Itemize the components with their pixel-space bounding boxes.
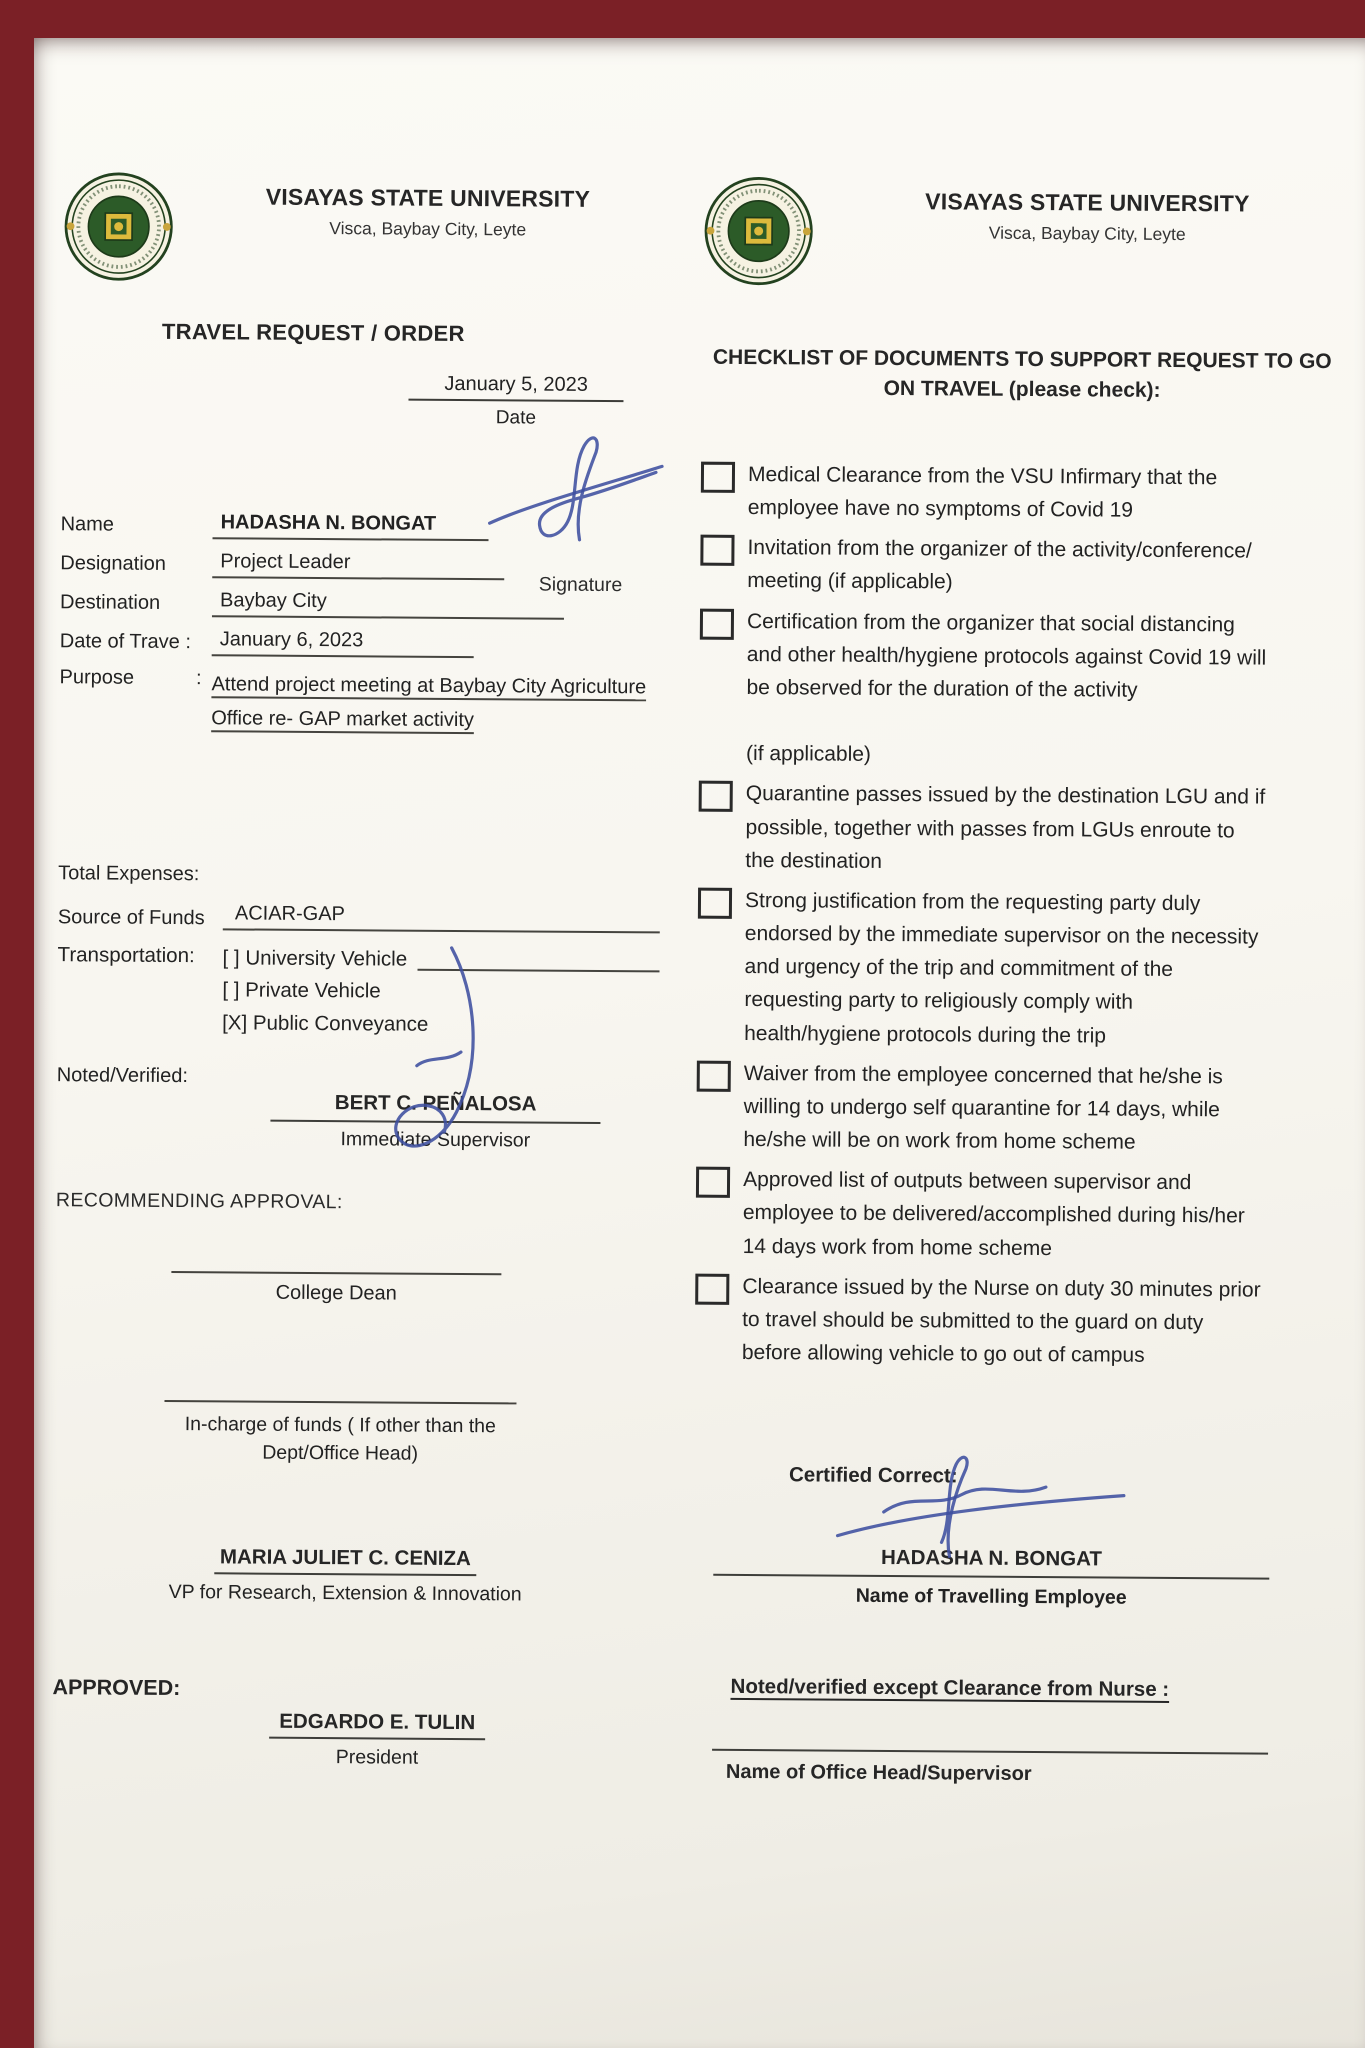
source-of-funds-value: ACIAR-GAP <box>223 902 660 933</box>
checklist-item <box>696 1163 1338 1267</box>
checklist-item <box>698 777 1340 881</box>
left-letterhead-text <box>191 169 666 241</box>
form-title: TRAVEL REQUEST / ORDER <box>161 318 465 347</box>
option-university-vehicle-text: [ ] University Vehicle <box>222 946 408 971</box>
travelling-employee-caption: Name of Travelling Employee <box>855 1585 1127 1610</box>
field-label-designation: Designation <box>60 552 167 575</box>
college-dean-label: College Dean <box>275 1281 397 1305</box>
president-name: EDGARDO E. TULIN <box>269 1709 485 1740</box>
field-value-designation: Project Leader <box>212 550 504 580</box>
right-letterhead <box>702 173 1344 291</box>
source-of-funds-label: Source of Funds <box>57 906 205 930</box>
field-value-travel-date: January 6, 2023 <box>212 628 474 658</box>
checklist-item-text: Clearance issued by the Nurse on duty 30 minutes prior to travel should be submitted to the guard on duty before allowing vehicle to go out of campus <box>741 1274 1261 1367</box>
university-name: VISAYAS STATE UNIVERSITY <box>265 183 591 212</box>
purpose-label-text: Purpose <box>59 666 135 689</box>
president-title: President <box>335 1745 419 1769</box>
total-expenses-label: Total Expenses: <box>58 862 200 886</box>
checkbox-icon <box>699 781 733 812</box>
paper-sheet <box>34 38 1365 2048</box>
office-head-block <box>712 1749 1268 1788</box>
field-row-name <box>61 510 663 542</box>
source-of-funds-row <box>58 901 660 933</box>
checklist-item-text: Strong justification from the requesting party duly endorsed by the immediate supervisor on the necessity and urgency of the trip and commitment of the requesting party to religiously comply with health/hygiene protocols during the trip <box>744 888 1259 1048</box>
office-head-label: Name of Office Head/Supervisor <box>725 1761 1032 1786</box>
option-private-vehicle <box>222 975 659 1010</box>
checklist-item-text: Waiver from the employee concerned that he/she is willing to undergo self quarantine for 14 days, while he/she will be on work from home scheme <box>743 1061 1223 1154</box>
option-university-vehicle <box>222 942 659 977</box>
signature-rule <box>164 1400 516 1404</box>
incharge-of-funds-label: In-charge of funds ( If other than the Dept/Office Head) <box>184 1413 496 1466</box>
supervisor-name: BERT C. PEÑALOSA <box>271 1091 601 1124</box>
option-public-conveyance <box>222 1007 659 1042</box>
checklist-item-text: Certification from the organizer that social distancing and other health/hygiene protocols against Covid 19 will be observed for the duration of the activity (if applicable) <box>746 609 1267 767</box>
signature-rule <box>171 1271 501 1275</box>
purpose-colon: : <box>195 667 202 690</box>
field-label-travel-date: Date of Trave : <box>59 630 192 654</box>
college-dean-block <box>171 1271 501 1306</box>
checkbox-icon <box>695 1273 729 1304</box>
university-address: Visca, Baybay City, Leyte <box>988 222 1186 245</box>
supervisor-signature-block <box>270 1091 600 1153</box>
checklist-item-text: Approved list of outputs between supervisor and employee to be delivered/accomplished during his/her 14 days work from home scheme <box>742 1168 1245 1260</box>
date-value: January 5, 2023 <box>409 373 624 403</box>
right-letterhead-text <box>831 174 1344 247</box>
field-value-purpose: Attend project meeting at Baybay City Agriculture Office re- GAP market activity <box>211 673 647 732</box>
checkbox-icon <box>700 608 734 639</box>
vsu-seal-logo <box>702 175 815 288</box>
checklist-title: CHECKLIST OF DOCUMENTS TO SUPPORT REQUEST TO GO ON TRAVEL (please check): <box>712 345 1332 403</box>
date-label: Date <box>495 407 537 429</box>
left-letterhead <box>62 168 665 286</box>
travelling-employee-block <box>713 1545 1269 1580</box>
vp-title: VP for Research, Extension & Innovation <box>168 1580 522 1606</box>
field-label-name: Name <box>60 513 115 536</box>
option-private-vehicle-text: [ ] Private Vehicle <box>222 978 381 1003</box>
transportation-label: Transportation: <box>57 943 195 968</box>
blank-rule <box>417 969 659 973</box>
option-public-conveyance-text: [X] Public Conveyance <box>222 1011 429 1036</box>
field-row-travel-date <box>60 627 662 659</box>
field-label-destination: Destination <box>59 591 161 614</box>
field-row-purpose <box>59 666 662 738</box>
travelling-employee-name: HADASHA N. BONGAT <box>880 1546 1103 1571</box>
vp-block <box>145 1544 545 1606</box>
checklist-item <box>696 1056 1338 1160</box>
checkbox-icon <box>698 888 732 919</box>
checklist-item-text: Medical Clearance from the VSU Infirmary that the employee have no symptoms of Covid 19 <box>747 462 1218 522</box>
recommending-approval-label: RECOMMENDING APPROVAL: <box>55 1189 343 1214</box>
signature-label: Signature <box>538 573 623 597</box>
checkbox-icon <box>696 1167 730 1198</box>
checklist-item <box>695 1269 1337 1373</box>
checkbox-icon <box>697 1060 731 1091</box>
field-value-destination: Baybay City <box>212 589 564 619</box>
checklist-item-text: Invitation from the organizer of the activity/conference/ meeting (if applicable) <box>747 536 1252 594</box>
certified-correct-label: Certified Correct: <box>788 1463 958 1488</box>
request-fields <box>59 510 663 738</box>
transportation-options <box>222 942 660 1042</box>
approved-label: APPROVED: <box>52 1674 181 1700</box>
noted-except-label: Noted/verified except Clearance from Nurse : <box>730 1675 1170 1702</box>
incharge-of-funds-block <box>164 1400 516 1469</box>
university-name: VISAYAS STATE UNIVERSITY <box>925 188 1250 217</box>
vsu-seal-logo <box>62 170 175 283</box>
checkbox-icon <box>700 535 734 566</box>
checklist-items <box>695 458 1342 1374</box>
transportation-section <box>57 941 660 1042</box>
university-address: Visca, Baybay City, Leyte <box>329 218 527 240</box>
field-value-name: HADASHA N. BONGAT <box>213 511 489 541</box>
field-label-purpose <box>59 666 211 690</box>
noted-verified-label: Noted/Verified: <box>56 1064 189 1088</box>
date-block <box>408 373 623 430</box>
checklist-form <box>680 173 1344 1789</box>
supervisor-title: Immediate Supervisor <box>340 1128 531 1152</box>
travel-request-form <box>52 168 665 1784</box>
checklist-item-text: Quarantine passes issued by the destination LGU and if possible, together with passes from LGUs enroute to the destination <box>745 782 1266 873</box>
checkbox-icon <box>701 462 735 493</box>
president-block <box>212 1709 542 1770</box>
checklist-item <box>700 531 1341 602</box>
checklist-item <box>701 458 1342 529</box>
document-content <box>34 38 1365 1819</box>
checklist-item <box>699 604 1341 774</box>
checklist-item <box>697 884 1339 1054</box>
vp-name: MARIA JULIET C. CENIZA <box>214 1545 477 1576</box>
